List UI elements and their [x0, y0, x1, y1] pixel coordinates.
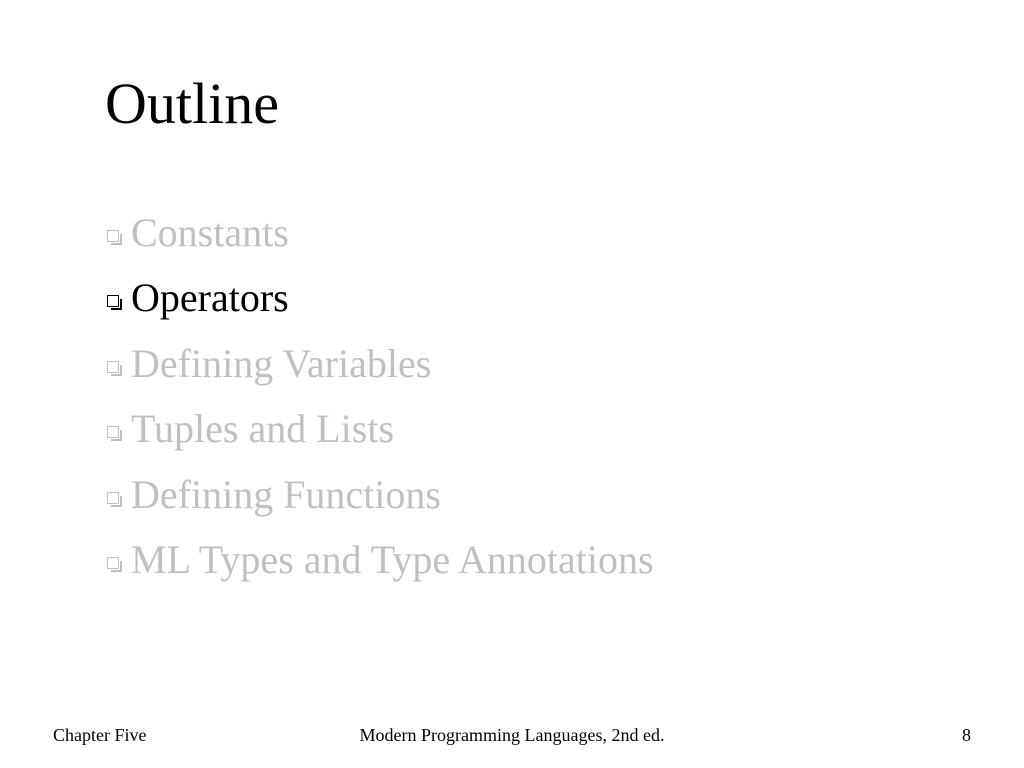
outline-item-label: Operators: [131, 275, 289, 321]
square-bullet-icon: [107, 295, 119, 307]
outline-item-label: ML Types and Type Annotations: [131, 537, 654, 583]
square-bullet-icon: [107, 230, 119, 242]
outline-item-defining-variables: [107, 331, 654, 397]
square-bullet-icon: [107, 426, 119, 438]
outline-item-defining-functions: [107, 462, 654, 528]
square-bullet-icon: [107, 361, 119, 373]
outline-item-label: Constants: [131, 209, 289, 255]
outline-item-operators: [107, 266, 654, 332]
outline-item-label: Defining Functions: [131, 471, 441, 517]
footer-page-number: 8: [962, 725, 971, 745]
slide-title: Outline: [105, 71, 279, 136]
square-bullet-icon: [107, 492, 119, 504]
footer-chapter: Chapter Five: [53, 725, 147, 745]
square-bullet-icon: [107, 557, 119, 569]
outline-item-label: Tuples and Lists: [131, 406, 395, 452]
outline-item-label: Defining Variables: [131, 340, 432, 386]
outline-item-constants: [107, 200, 654, 266]
outline-list: [107, 200, 654, 593]
outline-item-tuples-and-lists: [107, 397, 654, 463]
footer-book-title: Modern Programming Languages, 2nd ed.: [359, 725, 665, 745]
outline-item-ml-types: [107, 528, 654, 594]
